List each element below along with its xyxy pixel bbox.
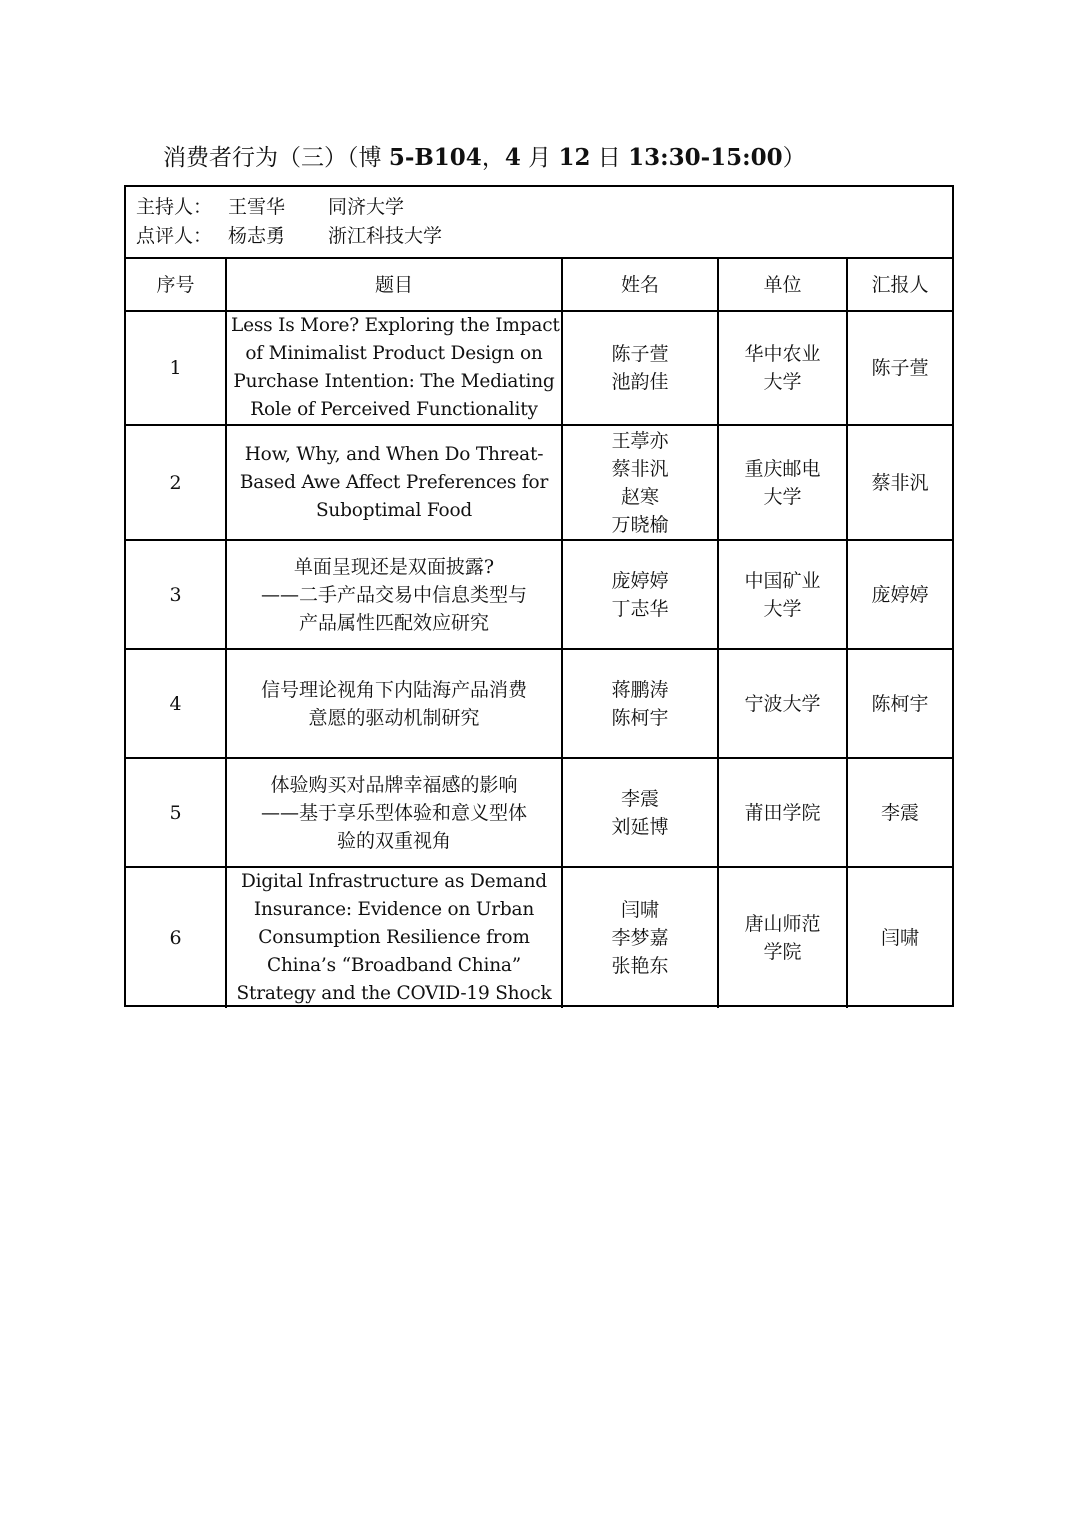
reviewer-name: 杨志勇	[228, 225, 286, 247]
title-prefix: 消费者行为（三）（博	[163, 145, 389, 171]
affiliation	[718, 540, 847, 649]
row-number: 3	[126, 540, 226, 649]
row-number: 4	[126, 649, 226, 758]
table-row	[126, 867, 952, 1008]
paper-title-line: 验的双重视角	[336, 829, 451, 852]
paper-title	[226, 540, 562, 649]
host-line	[136, 193, 404, 221]
row-number: 5	[126, 758, 226, 867]
presenter: 陈柯宇	[847, 649, 952, 758]
author-name: 陈柯宇	[611, 706, 669, 729]
table-row	[126, 758, 952, 867]
paper-title-line: ——基于享乐型体验和意义型体	[260, 801, 527, 824]
author-name: 万晓榆	[611, 513, 669, 536]
affiliation-line: 莆田学院	[744, 801, 821, 824]
affiliation	[718, 867, 847, 1008]
title-day-unit: 日	[590, 145, 629, 171]
paper-title-line: Less Is More? Exploring the Impact	[231, 315, 560, 336]
affiliation-line: 宁波大学	[744, 692, 821, 715]
title-room: 5-B104	[388, 144, 482, 171]
host-name: 王雪华	[228, 196, 286, 218]
title-time: 13:30-15:00	[628, 144, 783, 171]
row-number: 6	[126, 867, 226, 1008]
host-label: 主持人：	[136, 196, 213, 218]
presenter: 陈子萱	[847, 311, 952, 425]
paper-title	[226, 867, 562, 1008]
author-names	[562, 649, 718, 758]
affiliation-line: 华中农业	[744, 343, 821, 365]
paper-title-line: China’s “Broadband China”	[267, 955, 521, 976]
author-name: 蔡非汎	[611, 457, 669, 480]
session-chairs	[126, 187, 952, 259]
title-month-unit: 月	[520, 145, 559, 171]
author-names	[562, 758, 718, 867]
affiliation-line: 大学	[763, 371, 802, 393]
session-title	[163, 138, 963, 178]
author-name: 刘延博	[611, 815, 669, 838]
header-name: 姓名	[562, 259, 718, 311]
author-name: 陈子萱	[611, 343, 669, 365]
table-header-row	[126, 259, 952, 311]
author-name: 王葶亦	[611, 429, 669, 452]
affiliation-line: 学院	[763, 941, 802, 963]
presenter: 闫啸	[847, 867, 952, 1008]
paper-title-line: Insurance: Evidence on Urban	[253, 899, 535, 920]
title-suffix: ）	[782, 145, 806, 171]
presenter: 李震	[847, 758, 952, 867]
affiliation-line: 大学	[763, 485, 802, 508]
title-month: 4	[504, 144, 521, 171]
paper-title-line: Consumption Resilience from	[258, 927, 530, 948]
paper-title	[226, 649, 562, 758]
paper-title-line: Based Awe Affect Preferences for	[239, 471, 549, 493]
paper-title-line: 意愿的驱动机制研究	[308, 706, 480, 729]
author-names	[562, 311, 718, 425]
paper-title-line: Purchase Intention: The Mediating	[233, 371, 555, 392]
paper-title-line: ——二手产品交易中信息类型与	[260, 583, 527, 606]
paper-title-line: of Minimalist Product Design on	[245, 343, 543, 364]
header-title: 题目	[226, 259, 562, 311]
paper-title-line: 体验购买对品牌幸福感的影响	[270, 773, 518, 796]
author-names	[562, 425, 718, 540]
host-org: 同济大学	[328, 196, 405, 218]
affiliation	[718, 425, 847, 540]
reviewer-line	[136, 222, 442, 250]
affiliation-line: 大学	[763, 597, 802, 620]
affiliation-line: 唐山师范	[744, 913, 821, 935]
paper-title-line: Suboptimal Food	[315, 499, 473, 521]
row-number: 1	[126, 311, 226, 425]
paper-title-line: 单面呈现还是双面披露?	[293, 555, 495, 578]
header-presenter: 汇报人	[847, 259, 952, 311]
author-name: 蒋鹏涛	[611, 678, 669, 701]
reviewer-org: 浙江科技大学	[328, 225, 443, 247]
paper-title-line: Digital Infrastructure as Demand	[241, 871, 547, 892]
paper-title-line: How, Why, and When Do Threat-	[244, 443, 544, 465]
author-name: 闫啸	[620, 899, 659, 921]
paper-title	[226, 758, 562, 867]
table-row	[126, 649, 952, 758]
reviewer-label: 点评人：	[136, 225, 213, 247]
header-unit: 单位	[718, 259, 847, 311]
author-name: 李震	[620, 787, 659, 810]
paper-title-line: Role of Perceived Functionality	[250, 399, 538, 420]
row-number: 2	[126, 425, 226, 540]
author-name: 庞婷婷	[611, 569, 669, 592]
presenter: 庞婷婷	[847, 540, 952, 649]
affiliation	[718, 758, 847, 867]
paper-title	[226, 425, 562, 540]
paper-title-line: 产品属性匹配效应研究	[298, 611, 489, 634]
affiliation	[718, 649, 847, 758]
paper-title-line: Strategy and the COVID-19 Shock	[236, 983, 552, 1004]
paper-title-line: 信号理论视角下内陆海产品消费	[260, 678, 527, 701]
paper-title	[226, 311, 562, 425]
header-number: 序号	[126, 259, 226, 311]
title-separator: ，	[481, 145, 505, 171]
title-day: 12	[558, 144, 591, 171]
presentation-table	[126, 259, 952, 1008]
author-name: 李梦嘉	[611, 927, 669, 949]
table-row	[126, 311, 952, 425]
author-name: 张艳东	[611, 955, 669, 977]
table-row	[126, 425, 952, 540]
author-name: 赵寒	[620, 485, 659, 508]
affiliation-line: 中国矿业	[744, 569, 821, 592]
author-names	[562, 540, 718, 649]
author-name: 池韵佳	[611, 371, 669, 393]
presenter: 蔡非汎	[847, 425, 952, 540]
author-name: 丁志华	[611, 597, 669, 620]
author-names	[562, 867, 718, 1008]
affiliation-line: 重庆邮电	[744, 457, 821, 480]
table-row	[126, 540, 952, 649]
affiliation	[718, 311, 847, 425]
